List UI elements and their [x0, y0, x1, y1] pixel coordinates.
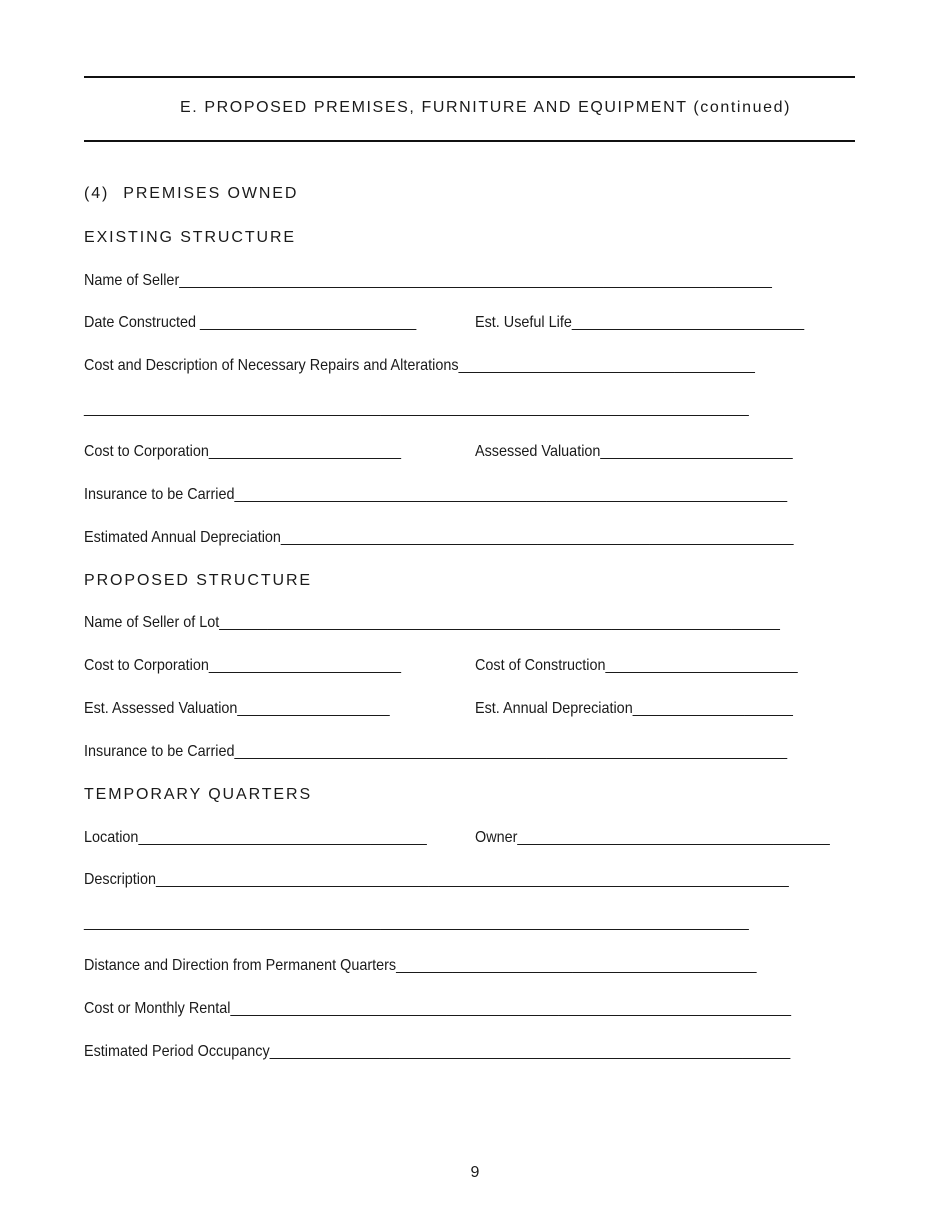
distance-direction-field[interactable]: Distance and Direction from Permanent Quarters_____________________________________________ — [84, 957, 757, 974]
title-bottom-rule — [84, 140, 855, 142]
est-annual-depreciation-field[interactable]: Est. Annual Depreciation____________________ — [475, 700, 793, 717]
section-title: PREMISES OWNED — [123, 185, 299, 202]
description-field[interactable]: Description_______________________________________________________________________________ — [84, 871, 789, 888]
est-assessed-valuation-field[interactable]: Est. Assessed Valuation___________________ — [84, 700, 390, 717]
date-constructed-field[interactable]: Date Constructed ___________________________ — [84, 314, 417, 331]
proposed-cost-to-corporation-field[interactable]: Cost to Corporation________________________ — [84, 657, 402, 674]
section-heading — [84, 184, 298, 204]
section-number: (4) — [84, 185, 110, 202]
description-continuation-line[interactable]: ___________________________________________________________________________________ — [84, 914, 749, 931]
page-number: 9 — [470, 1164, 480, 1181]
name-of-seller-field[interactable]: Name of Seller__________________________________________________________________________ — [84, 272, 772, 289]
estimated-annual-depreciation-field[interactable]: Estimated Annual Depreciation________________________________________________________________ — [84, 529, 794, 546]
existing-cost-to-corporation-field[interactable]: Cost to Corporation________________________ — [84, 443, 402, 460]
repairs-field[interactable]: Cost and Description of Necessary Repairs and Alterations_____________________________________ — [84, 357, 755, 374]
cost-of-construction-field[interactable]: Cost of Construction________________________ — [475, 657, 798, 674]
assessed-valuation-field[interactable]: Assessed Valuation________________________ — [475, 443, 793, 460]
name-of-seller-of-lot-field[interactable]: Name of Seller of Lot______________________________________________________________________ — [84, 614, 780, 631]
existing-insurance-field[interactable]: Insurance to be Carried_____________________________________________________________________ — [84, 486, 788, 503]
proposed-insurance-field[interactable]: Insurance to be Carried_____________________________________________________________________ — [84, 743, 788, 760]
top-rule — [84, 76, 855, 78]
est-useful-life-field[interactable]: Est. Useful Life_____________________________ — [475, 314, 805, 331]
proposed-structure-heading: PROPOSED STRUCTURE — [84, 572, 312, 589]
estimated-period-occupancy-field[interactable]: Estimated Period Occupancy_________________________________________________________________ — [84, 1043, 791, 1060]
page-title: E. PROPOSED PREMISES, FURNITURE AND EQUIPMENT (continued) — [179, 99, 792, 116]
repairs-continuation-line[interactable]: ___________________________________________________________________________________ — [84, 400, 749, 417]
location-field[interactable]: Location____________________________________ — [84, 829, 427, 846]
temporary-quarters-heading: TEMPORARY QUARTERS — [84, 786, 313, 803]
owner-field[interactable]: Owner_______________________________________ — [475, 829, 830, 846]
existing-structure-heading: EXISTING STRUCTURE — [84, 229, 296, 246]
cost-monthly-rental-field[interactable]: Cost or Monthly Rental______________________________________________________________________ — [84, 1000, 792, 1017]
